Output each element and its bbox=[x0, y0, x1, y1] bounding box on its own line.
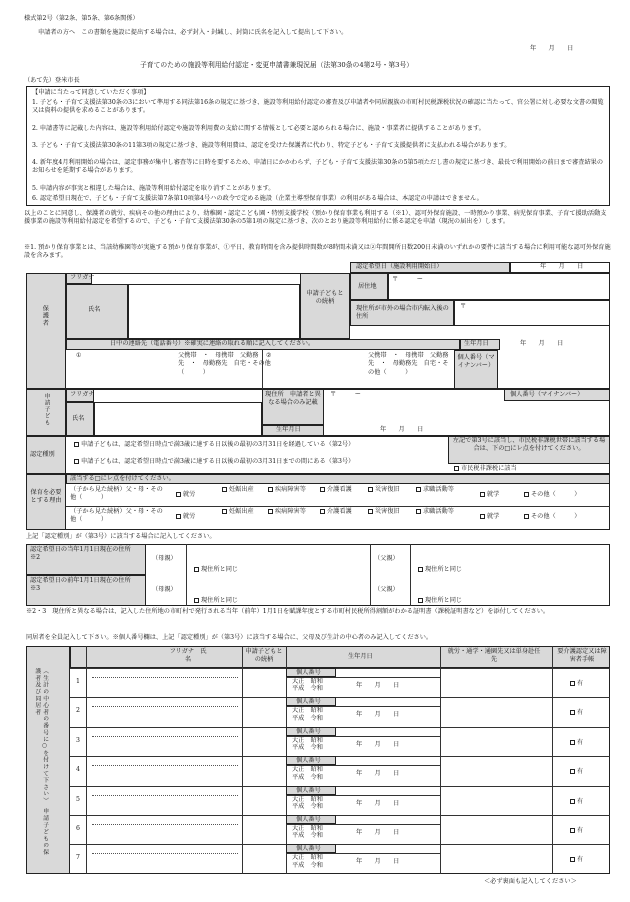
household-side-label: （生計の中心者の番号に○を付けて下さい） 申請子どもの保護者及び同居者 bbox=[33, 668, 48, 856]
guardian-furigana-label: フリガナ bbox=[70, 274, 95, 281]
contact-1-num: ① bbox=[76, 352, 82, 359]
cert-3-text: 申請子どもは、認定希望日時点で満3歳に達する日以後の最初の3月31日までの間にある（第3号） bbox=[81, 458, 355, 465]
tax-exempt-checkbox[interactable] bbox=[454, 466, 459, 471]
reason1-jobseek[interactable] bbox=[416, 486, 456, 494]
label: 就労 bbox=[183, 513, 196, 520]
care-checkbox[interactable] bbox=[570, 799, 575, 804]
care-label: 有 bbox=[577, 738, 584, 746]
col-birth: 生年月日 bbox=[348, 653, 373, 660]
child-postal: 〒 ー bbox=[330, 391, 361, 398]
care-label: 有 bbox=[577, 827, 584, 834]
checkbox[interactable] bbox=[194, 598, 199, 603]
reason2-disaster[interactable] bbox=[368, 508, 404, 516]
child-name-label: 氏名 bbox=[72, 415, 85, 422]
reason1-illness[interactable] bbox=[268, 486, 312, 494]
checkbox[interactable] bbox=[194, 567, 199, 572]
checkbox[interactable] bbox=[268, 487, 273, 492]
care-checkbox[interactable] bbox=[570, 681, 575, 686]
reason1-study[interactable] bbox=[480, 491, 499, 499]
reason2-work[interactable] bbox=[176, 513, 195, 521]
tax-exempt-option[interactable] bbox=[454, 465, 517, 473]
indiv-label: 個人番号 bbox=[296, 757, 321, 765]
label: 現住所と同じ bbox=[201, 597, 239, 604]
reason1-disaster[interactable] bbox=[368, 486, 404, 494]
care-label: 有 bbox=[577, 768, 584, 776]
care-checkbox[interactable] bbox=[570, 740, 575, 745]
address-postal: 〒 ー bbox=[392, 276, 423, 283]
reason2-jobseek[interactable] bbox=[416, 508, 456, 516]
reason2-other[interactable] bbox=[524, 513, 581, 521]
child-address-label: 現住所 申請者と異なる場合のみ記載 bbox=[265, 391, 321, 407]
consent-item-6: 6. 認定希望日現在で、子ども・子育て支援法第7条第10項第4号ハの政令で定める施設（企業主導型保育事業）の利用がある場合は、本認定の申請はできません。 bbox=[32, 195, 483, 202]
note-2-3: ※2・3 現住所と異なる場合は、記入した住所地の市町村で発行される当年（前年）1月1日を賦課年度とする市町村民税所得割額がわかる証明書（課税証明書など）を添付してください。 bbox=[26, 608, 550, 615]
child-mynumber-label: 個人番号（マイナンバー） bbox=[510, 391, 584, 398]
label: 現住所と同じ bbox=[201, 566, 239, 573]
care-checkbox[interactable] bbox=[570, 769, 575, 774]
prevjan1-father: （父親） bbox=[374, 586, 399, 593]
reason2-care[interactable] bbox=[320, 508, 356, 516]
birth-ymd: 年 月 日 bbox=[356, 799, 400, 807]
reason-instruction: 該当する□にレ点を付けてください。 bbox=[70, 475, 175, 482]
reason2-birth[interactable] bbox=[222, 508, 258, 516]
checkbox[interactable] bbox=[524, 492, 529, 497]
reason2-study[interactable] bbox=[480, 513, 499, 521]
outside-address-field[interactable] bbox=[454, 300, 610, 326]
label: その他（ ） bbox=[531, 513, 581, 520]
contact-label: 日中の連絡先（電話番号）※確実に連絡の取れる順に記入してください。 bbox=[110, 340, 315, 347]
household-intro: 同居者を全員記入して下さい。※個人番号欄は、上記「認定種別」が（第3号）に該当する場合に、父母及び生計の中心者のみ記入してください。 bbox=[26, 634, 433, 641]
household-row-number: 6 bbox=[76, 825, 80, 832]
label: 妊娠出産 bbox=[229, 486, 254, 493]
consent-item-1: 1. 子ども・子育て支援法第30条の3において準用する同法第16条の規定に基づき、施設等利用給付認定の審査及び申請者や同居親族の市町村民税課税状況の確認に当たって、官公署に対し必要な文書の閲覧又は資料の提供を求めることがあります。 bbox=[32, 99, 604, 115]
household-row-number: 1 bbox=[76, 678, 80, 685]
submission-date: 年 月 日 bbox=[530, 45, 574, 52]
care-option[interactable] bbox=[570, 856, 583, 864]
note-1: ※1. 預かり保育事業とは、当該幼稚園等が実施する預かり保育事業が、①平日、教育時間を含み提供時間数が8時間未満又は②年間開所日数200日未満のいずれかの要件に該当する場合に利用可能な認可外保育施設を含みます。 bbox=[24, 244, 611, 260]
checkbox[interactable] bbox=[320, 509, 325, 514]
reason1-care[interactable] bbox=[320, 486, 356, 494]
label: 災害復旧 bbox=[375, 508, 400, 515]
label: 介護看護 bbox=[327, 486, 352, 493]
care-option[interactable] bbox=[570, 680, 583, 688]
era-options: 大正 昭和 平成 令和 bbox=[292, 825, 330, 840]
birth-ymd: 年 月 日 bbox=[356, 770, 400, 778]
care-checkbox[interactable] bbox=[570, 828, 575, 833]
jan1-mother: （母親） bbox=[152, 555, 177, 562]
reason-label: 保育を必要とする理由 bbox=[30, 489, 62, 505]
guardian-name-field[interactable] bbox=[128, 284, 300, 339]
checkbox[interactable] bbox=[222, 509, 227, 514]
checkbox[interactable] bbox=[418, 598, 423, 603]
household-row-number: 4 bbox=[76, 766, 80, 774]
era-options: 大正 昭和 平成 令和 bbox=[292, 678, 330, 693]
checkbox[interactable] bbox=[268, 509, 273, 514]
reason1-birth[interactable] bbox=[222, 486, 258, 494]
label: 求職活動等 bbox=[423, 508, 454, 515]
label: 就学 bbox=[487, 491, 500, 498]
label: その他（ ） bbox=[531, 491, 581, 498]
era-options: 大正 昭和 平成 令和 bbox=[292, 766, 330, 781]
start-date-label-text: 認定希望日（施設利用開始日） bbox=[356, 263, 443, 270]
prevjan1-mother: （母親） bbox=[152, 586, 177, 593]
reason2-illness[interactable] bbox=[268, 508, 312, 516]
checkbox[interactable] bbox=[480, 514, 485, 519]
era-options: 大正 昭和 平成 令和 bbox=[292, 736, 330, 752]
checkbox[interactable] bbox=[368, 509, 373, 514]
label: 求職活動等 bbox=[423, 486, 454, 493]
care-label: 有 bbox=[577, 856, 584, 864]
cert-2-text: 申請子どもは、認定希望日時点で満3歳に達する日以後の最初の3月31日を経過している（第2号） bbox=[81, 441, 355, 448]
child-furigana-label: フリガナ bbox=[70, 391, 95, 398]
prevjan1-father-same[interactable] bbox=[418, 597, 462, 605]
agreement-paragraph: 以上のことに同意し、保護者の就労、疾病その他の理由により、幼稚園・認定こども園・特別支援学校（預かり保育事業も利用する（※1）、認可外保育施設、一時預かり事業、病児保育事業、子育て援助活動支援事業の施設等利用給付認定を希望するので、子ども・子育て支援法第30条の5第1項の規定に基づき、次のとおり施設等利用給付に係る認定を申請（現況の届出を）します。 bbox=[24, 210, 607, 226]
label: 災害復旧 bbox=[375, 486, 400, 493]
footer-note: ＜必ず裏面も記入してください＞ bbox=[484, 878, 577, 885]
care-option[interactable] bbox=[570, 827, 583, 835]
child-birth-label: 生年月日 bbox=[276, 426, 301, 433]
checkbox[interactable] bbox=[176, 514, 181, 519]
prevjan1-label: 認定希望日の前年1月1日現在の住所 ※3 bbox=[30, 577, 137, 593]
guardian-birth-value: 年 月 日 bbox=[520, 340, 564, 347]
cert-note: 左記で第3号に該当し、市民税非課税世帯に該当する場合は、下の□にレ点を付けてください。 bbox=[452, 437, 606, 453]
jan1-father: （父親） bbox=[374, 555, 399, 562]
care-option[interactable] bbox=[570, 768, 583, 776]
child-name-field[interactable] bbox=[94, 402, 262, 436]
indiv-label: 個人番号 bbox=[296, 816, 321, 823]
consent-item-5: 5. 申請内容が事実と相違した場合は、施設等利用給付認定を取り消すことがあります。 bbox=[32, 185, 275, 192]
child-birth-value: 年 月 日 bbox=[380, 426, 424, 433]
address-field[interactable] bbox=[388, 273, 610, 300]
contact-2-types: 父携帯 ・ 母携帯 父勤務先 ・ 母勤務先 自宅・その他（ ） bbox=[368, 352, 449, 376]
cert-option-2[interactable] bbox=[74, 441, 354, 449]
care-label: 有 bbox=[577, 709, 584, 717]
checkbox[interactable] bbox=[320, 487, 325, 492]
checkbox[interactable] bbox=[416, 509, 421, 514]
care-option[interactable] bbox=[570, 798, 583, 806]
consent-item-4: 4. 新年度4月利用開始の場合は、認定事務が集中し審査等に日時を要するため、申請日にかかわらず、子ども・子育て支援法第30条の5第5項ただし書の規定に基づき、最長で利用開始の前日まで審査結果のお知らせを延期する場合があります。 bbox=[32, 159, 604, 175]
checkbox[interactable] bbox=[416, 487, 421, 492]
care-checkbox[interactable] bbox=[570, 857, 575, 862]
label: 就学 bbox=[487, 513, 500, 520]
cert-2-checkbox[interactable] bbox=[74, 442, 79, 447]
guardian-mynumber-label: 個人番号（マイナンバー） bbox=[457, 354, 495, 370]
contact-2-num: ② bbox=[266, 352, 272, 359]
label: 現住所と同じ bbox=[425, 597, 463, 604]
reason1-work[interactable] bbox=[176, 491, 195, 499]
col-name: フリガナ 氏名 bbox=[169, 648, 207, 664]
care-checkbox[interactable] bbox=[570, 710, 575, 715]
consent-heading: 【申請に当たって同意していただく事項】 bbox=[32, 89, 150, 96]
consent-item-2: 2. 申請書等に記載した内容は、施設等利用給付認定や施設等利用費の支給に関する情報として必要と認められる場合に、施設・事業者に提供することがあります。 bbox=[32, 125, 485, 132]
indiv-label: 個人番号 bbox=[296, 669, 321, 676]
label: 疾病障害等 bbox=[275, 508, 306, 515]
checkbox[interactable] bbox=[222, 487, 227, 492]
household-row-number: 2 bbox=[76, 707, 80, 715]
birth-ymd: 年 月 日 bbox=[356, 858, 400, 866]
label: 妊娠出産 bbox=[229, 508, 254, 515]
col-work: 就労・通学・通園先又は単身赴任先 bbox=[447, 648, 541, 664]
form-title: 子育てのための施設等利用給付認定・変更申請書兼現況届（法第30条の4第2号・第3号） bbox=[140, 61, 414, 69]
form-number: 様式第2号（第2条、第5条、第6条関係） bbox=[24, 15, 139, 22]
col-care: 要介護認定又は障害者手帳 bbox=[557, 648, 607, 664]
household-row-number: 3 bbox=[76, 736, 80, 744]
household-row-number: 7 bbox=[76, 854, 80, 862]
applicant-note: 申請者の方へ この書類を施設に提出する場合は、必ず封入・封緘し、封筒に氏名を記入して提出して下さい。 bbox=[38, 29, 348, 36]
label: 疾病障害等 bbox=[275, 486, 306, 493]
checkbox[interactable] bbox=[418, 567, 423, 572]
care-option[interactable] bbox=[570, 709, 583, 717]
addressee: （あて先）登米市長 bbox=[24, 77, 80, 84]
label: 現住所と同じ bbox=[425, 566, 463, 573]
guardian-birth-label: 生年月日 bbox=[464, 340, 489, 347]
checkbox[interactable] bbox=[176, 492, 181, 497]
outside-postal: 〒 bbox=[460, 303, 467, 310]
guardian-name-label: 氏名 bbox=[88, 306, 101, 313]
checkbox[interactable] bbox=[524, 514, 529, 519]
jan1-label: 認定希望日の当年1月1日現在の住所 ※2 bbox=[30, 546, 137, 562]
jan1-mother-same[interactable] bbox=[194, 566, 238, 574]
tax-exempt-text: 市民税非課税に該当 bbox=[461, 465, 517, 472]
indiv-label: 個人番号 bbox=[296, 727, 321, 735]
care-label: 有 bbox=[577, 797, 584, 805]
child-label: 申請子ども bbox=[43, 393, 50, 426]
start-date-value: 年 月 日 bbox=[540, 263, 584, 270]
cert-option-3[interactable] bbox=[74, 458, 354, 466]
era-options: 大正 昭和 平成 令和 bbox=[292, 795, 330, 811]
birth-ymd: 年 月 日 bbox=[356, 682, 400, 689]
guardian-side bbox=[26, 273, 66, 389]
jan1-father-same[interactable] bbox=[418, 566, 462, 574]
era-options: 大正 昭和 平成 令和 bbox=[292, 854, 330, 869]
era-options: 大正 昭和 平成 令和 bbox=[292, 707, 330, 722]
birth-ymd: 年 月 日 bbox=[356, 711, 400, 719]
col-relation: 申請子どもとの続柄 bbox=[245, 648, 283, 664]
care-option[interactable] bbox=[570, 739, 583, 747]
household-row-number: 5 bbox=[76, 795, 80, 803]
cert-3-checkbox[interactable] bbox=[74, 459, 79, 464]
contact-1-types: 父携帯 ・ 母携帯 父勤務先 ・ 母勤務先 自宅・その他（ ） bbox=[178, 352, 271, 376]
address-label: 居住地 bbox=[358, 283, 377, 290]
reason-who-1: （子から見た続柄）父・母・その他（ ） bbox=[70, 486, 163, 502]
outside-address-label: 現住所が市外の場合市内転入後の住所 bbox=[356, 305, 449, 321]
reason1-other[interactable] bbox=[524, 491, 581, 499]
guardian-label: 保護者 bbox=[41, 305, 49, 327]
cert-label: 認定種別 bbox=[30, 451, 55, 458]
care-label: 有 bbox=[577, 680, 584, 687]
birth-ymd: 年 月 日 bbox=[356, 829, 400, 836]
checkbox[interactable] bbox=[480, 492, 485, 497]
consent-item-3: 3. 子ども・子育て支援法第30条の11第3項の規定に基づき、施設等利用費は、認定を受けた保護者に代わり、特定子ども・子育て支援提供者に支払われる場合があります。 bbox=[32, 142, 511, 149]
label: 就労 bbox=[183, 491, 196, 498]
prevjan1-mother-same[interactable] bbox=[194, 597, 238, 605]
guardian-relation-label: 申請子どもとの続柄 bbox=[306, 290, 344, 306]
label: 介護看護 bbox=[327, 508, 352, 515]
indiv-label: 個人番号 bbox=[296, 786, 321, 794]
birth-ymd: 年 月 日 bbox=[356, 740, 400, 748]
reason-who-2: （子から見た続柄）父・母・その他（ ） bbox=[70, 508, 163, 524]
indiv-label: 個人番号 bbox=[296, 698, 321, 706]
residence-intro: 上記「認定種別」が（第3号）に該当する場合に記入してください。 bbox=[26, 533, 216, 540]
checkbox[interactable] bbox=[368, 487, 373, 492]
indiv-label: 個人番号 bbox=[296, 845, 321, 853]
